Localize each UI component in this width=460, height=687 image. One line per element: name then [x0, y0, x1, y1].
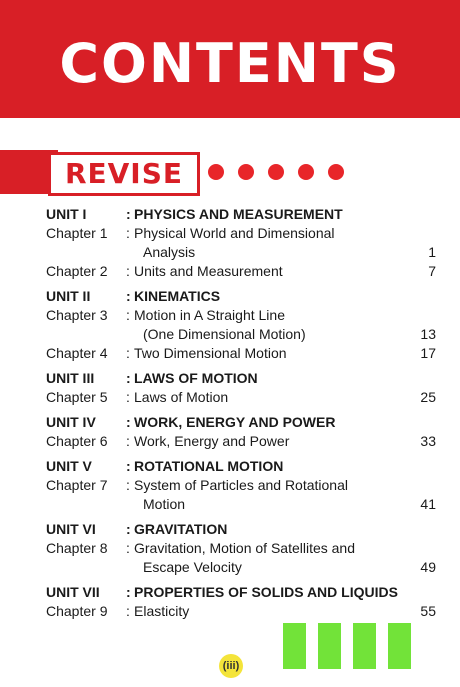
chapter-title — [134, 388, 440, 407]
chapter-label: Chapter 4 — [46, 345, 108, 361]
chapter-page: 49 — [420, 559, 436, 575]
unit-row — [40, 413, 440, 432]
chapter-page: 13 — [420, 326, 436, 342]
bar-icon — [318, 623, 341, 669]
chapter-label: Chapter 2 — [46, 263, 108, 279]
separator: : — [126, 458, 131, 474]
chapter-row — [40, 476, 440, 514]
unit-title — [134, 369, 440, 388]
chapter-label: Chapter 1 — [46, 225, 108, 241]
chapter-title-line: Laws of Motion — [134, 389, 229, 405]
chapter-title — [134, 306, 440, 344]
unit-label: UNIT III — [46, 370, 95, 386]
unit-row — [40, 520, 440, 539]
unit-row — [40, 287, 440, 306]
bar-icon — [353, 623, 376, 669]
chapter-row — [40, 602, 440, 621]
page-title: CONTENTS — [59, 32, 401, 95]
separator: : — [126, 584, 131, 600]
unit-label: UNIT I — [46, 206, 87, 222]
unit-title — [134, 413, 440, 432]
chapter-row — [40, 224, 440, 262]
chapter-title — [134, 262, 440, 281]
chapter-title — [134, 224, 440, 262]
separator: : — [126, 603, 130, 619]
chapter-row — [40, 306, 440, 344]
chapter-row — [40, 262, 440, 281]
separator: : — [126, 263, 130, 279]
separator: : — [126, 540, 130, 556]
chapter-title-line: Physical World and Dimensional — [134, 225, 335, 241]
bar-icon — [283, 623, 306, 669]
decorative-dots — [208, 164, 344, 180]
bar-icon — [388, 623, 411, 669]
unit-label: UNIT VII — [46, 584, 100, 600]
separator: : — [126, 477, 130, 493]
unit-row — [40, 457, 440, 476]
chapter-page: 33 — [420, 433, 436, 449]
chapter-title-line: Two Dimensional Motion — [134, 345, 287, 361]
chapter-label: Chapter 5 — [46, 389, 108, 405]
chapter-row — [40, 539, 440, 577]
chapter-label: Chapter 8 — [46, 540, 108, 556]
dot-icon — [268, 164, 284, 180]
unit-title-text: LAWS OF MOTION — [134, 370, 258, 386]
chapter-row — [40, 344, 440, 363]
unit-label: UNIT II — [46, 288, 91, 304]
separator: : — [126, 345, 130, 361]
chapter-title-line: Work, Energy and Power — [134, 433, 290, 449]
separator: : — [126, 433, 130, 449]
chapter-page: 7 — [428, 263, 436, 279]
unit-title-text: PHYSICS AND MEASUREMENT — [134, 206, 343, 222]
dot-icon — [298, 164, 314, 180]
chapter-title-line: Escape Velocity — [143, 559, 242, 575]
dot-icon — [208, 164, 224, 180]
chapter-page: 41 — [420, 496, 436, 512]
unit-title-text: WORK, ENERGY AND POWER — [134, 414, 336, 430]
chapter-title-line: Motion — [143, 496, 186, 512]
unit-title-text: PROPERTIES OF SOLIDS AND LIQUIDS — [134, 584, 398, 600]
unit-title — [134, 205, 440, 224]
unit-label: UNIT VI — [46, 521, 96, 537]
unit-title-text: ROTATIONAL MOTION — [134, 458, 284, 474]
table-of-contents — [40, 205, 440, 621]
unit-title — [134, 520, 440, 539]
chapter-title — [134, 476, 440, 514]
chapter-label: Chapter 3 — [46, 307, 108, 323]
chapter-title — [134, 432, 440, 451]
chapter-title — [134, 539, 440, 577]
unit-title-text: KINEMATICS — [134, 288, 221, 304]
chapter-page: 1 — [428, 244, 436, 260]
separator: : — [126, 521, 131, 537]
chapter-label: Chapter 9 — [46, 603, 108, 619]
unit-label: UNIT IV — [46, 414, 96, 430]
unit-label: UNIT V — [46, 458, 92, 474]
chapter-page: 55 — [420, 603, 436, 619]
unit-title-text: GRAVITATION — [134, 521, 228, 537]
chapter-title-line: Motion in A Straight Line — [134, 307, 285, 323]
unit-title — [134, 457, 440, 476]
chapter-title-line: Units and Measurement — [134, 263, 283, 279]
chapter-row — [40, 388, 440, 407]
unit-row — [40, 205, 440, 224]
separator: : — [126, 225, 130, 241]
chapter-title — [134, 602, 440, 621]
chapter-title-line: (One Dimensional Motion) — [143, 326, 306, 342]
chapter-title-line: System of Particles and Rotational — [134, 477, 348, 493]
separator: : — [126, 414, 131, 430]
dot-icon — [328, 164, 344, 180]
separator: : — [126, 288, 131, 304]
decorative-bars — [283, 623, 411, 669]
chapter-row — [40, 432, 440, 451]
unit-title — [134, 287, 440, 306]
unit-title — [134, 583, 440, 602]
section-banner — [0, 150, 460, 194]
chapter-title-line: Analysis — [143, 244, 196, 260]
page-number: (iii) — [219, 654, 243, 678]
separator: : — [126, 389, 130, 405]
separator: : — [126, 307, 130, 323]
separator: : — [126, 370, 131, 386]
chapter-title — [134, 344, 440, 363]
unit-row — [40, 369, 440, 388]
chapter-page: 25 — [420, 389, 436, 405]
dot-icon — [238, 164, 254, 180]
separator: : — [126, 206, 131, 222]
unit-row — [40, 583, 440, 602]
chapter-title-line: Gravitation, Motion of Satellites and — [134, 540, 356, 556]
chapter-label: Chapter 6 — [46, 433, 108, 449]
chapter-label: Chapter 7 — [46, 477, 108, 493]
chapter-title-line: Elasticity — [134, 603, 190, 619]
section-label: REVISE — [48, 152, 200, 196]
chapter-page: 17 — [420, 345, 436, 361]
